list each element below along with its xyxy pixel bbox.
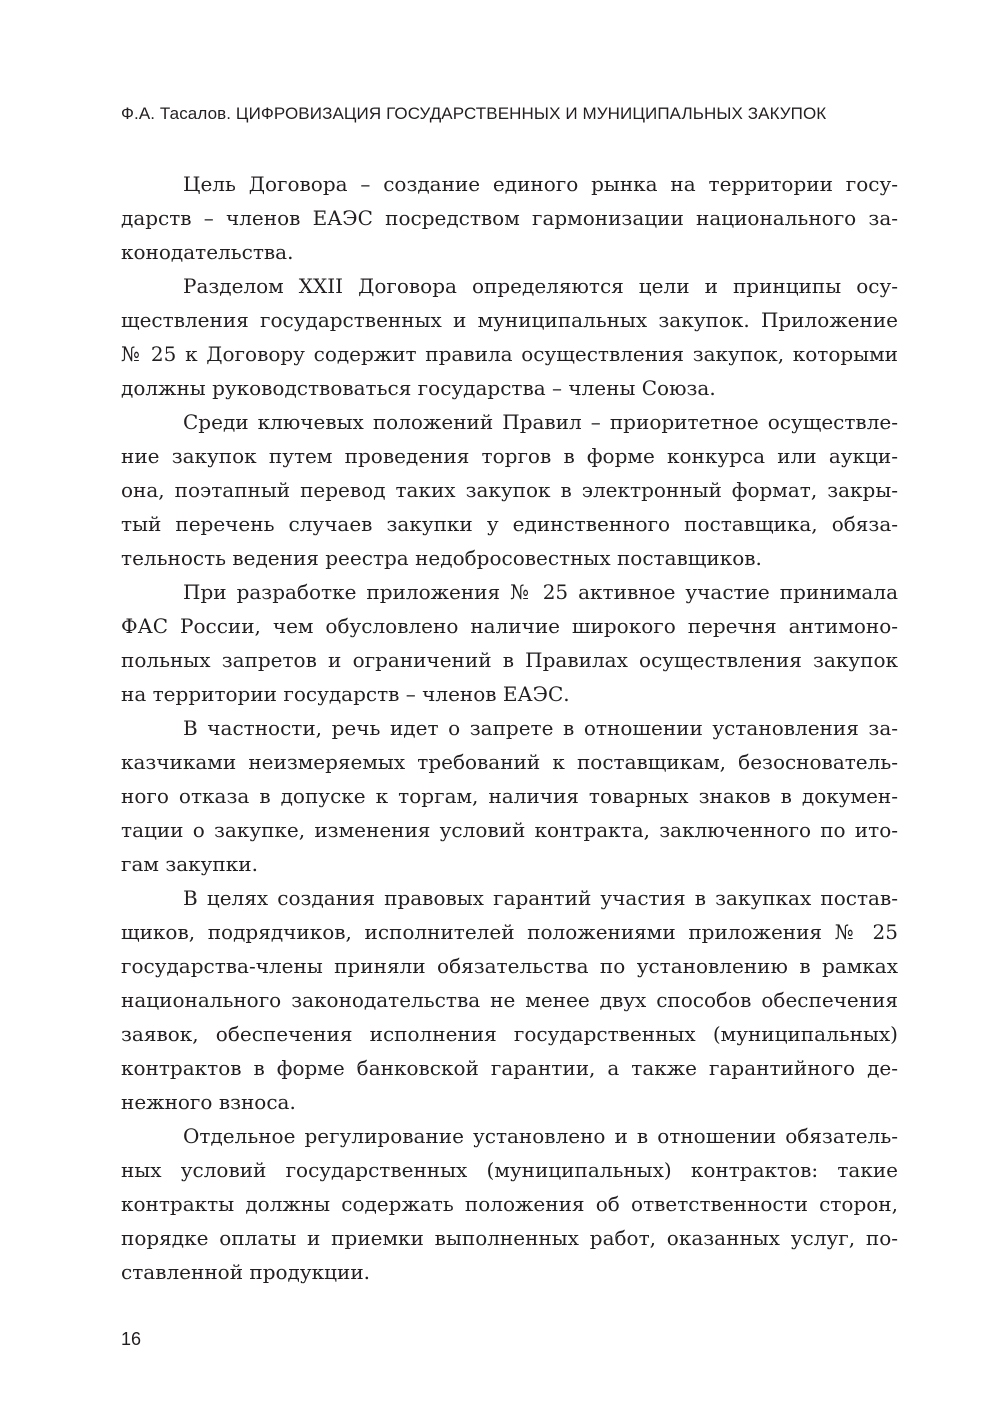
text-line: польных запретов и ограничений в Правилах осуществления закупок — [121, 648, 898, 672]
text-line: казчиками неизмеряемых требований к поставщикам, безоснователь- — [121, 750, 898, 774]
text-line: Цель Договора – создание единого рынка на территории госу- — [183, 172, 898, 196]
text-line: В частности, речь идет о запрете в отношении установления за- — [183, 716, 898, 740]
text-line: № 25 к Договору содержит правила осуществления закупок, которыми — [121, 342, 898, 366]
text-line: заявок, обеспечения исполнения государственных (муниципальных) — [121, 1022, 898, 1046]
text-line: щиков, подрядчиков, исполнителей положениями приложения № 25 — [121, 920, 898, 944]
text-line: ного отказа в допуске к торгам, наличия товарных знаков в докумен- — [121, 784, 898, 808]
text-line: ФАС России, чем обусловлено наличие широкого перечня антимоно- — [121, 614, 898, 638]
text-line: конодательства. — [121, 240, 294, 264]
text-line: порядке оплаты и приемки выполненных работ, оказанных услуг, по- — [121, 1226, 898, 1250]
running-header: Ф.А. Тасалов. ЦИФРОВИЗАЦИЯ ГОСУДАРСТВЕННЫХ И МУНИЦИПАЛЬНЫХ ЗАКУПОК — [121, 104, 827, 123]
text-line: При разработке приложения № 25 активное участие принимала — [183, 580, 898, 604]
text-line: контрактов в форме банковской гарантии, а также гарантийного де- — [121, 1056, 898, 1080]
text-line: В целях создания правовых гарантий участия в закупках постав- — [183, 886, 898, 910]
text-line: ществления государственных и муниципальных закупок. Приложение — [121, 308, 898, 332]
text-line: нежного взноса. — [121, 1090, 296, 1114]
text-line: ние закупок путем проведения торгов в форме конкурса или аукци- — [121, 444, 898, 468]
text-line: ных условий государственных (муниципальных) контрактов: такие — [121, 1158, 898, 1182]
body-text — [121, 167, 898, 1289]
text-line: на территории государств – членов ЕАЭС. — [121, 682, 570, 706]
text-line: она, поэтапный перевод таких закупок в электронный формат, закры- — [121, 478, 898, 502]
text-line: Разделом XXII Договора определяются цели и принципы осу- — [183, 274, 898, 298]
text-line: национального законодательства не менее двух способов обеспечения — [121, 988, 898, 1012]
text-line: ставленной продукции. — [121, 1260, 371, 1284]
text-line: гам закупки. — [121, 852, 258, 876]
text-line: дарств – членов ЕАЭС посредством гармонизации национального за- — [121, 206, 898, 230]
text-line: Среди ключевых положений Правил – приоритетное осуществле- — [183, 410, 898, 434]
text-line: тельность ведения реестра недобросовестных поставщиков. — [121, 546, 762, 570]
text-line: тации о закупке, изменения условий контракта, заключенного по ито- — [121, 818, 898, 842]
text-line: тый перечень случаев закупки у единственного поставщика, обяза- — [121, 512, 898, 536]
text-line: контракты должны содержать положения об ответственности сторон, — [121, 1192, 898, 1216]
text-line: государства-члены приняли обязательства по установлению в рамках — [121, 954, 898, 978]
text-line: Отдельное регулирование установлено и в отношении обязатель- — [183, 1124, 898, 1148]
text-line: должны руководствоваться государства – члены Союза. — [121, 376, 716, 400]
page-number: 16 — [121, 1329, 142, 1349]
